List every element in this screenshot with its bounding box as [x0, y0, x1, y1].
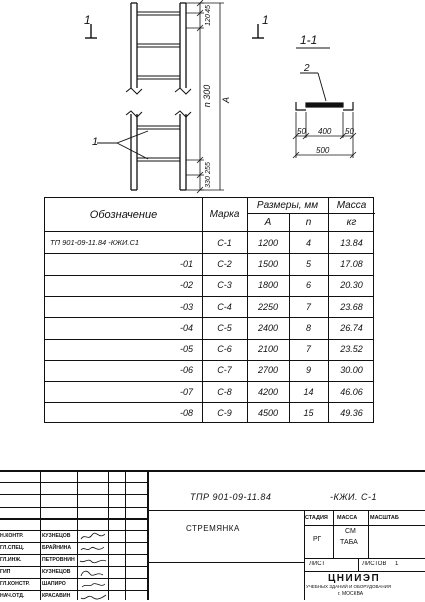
title-block — [0, 470, 425, 600]
cell-a: 1800 — [257, 280, 279, 291]
staff-role: ГЛ.КОНСТР. — [0, 581, 30, 587]
mass-label: МАССА — [337, 515, 358, 521]
cell-n: 7 — [305, 344, 311, 355]
section-1-1-profile — [296, 102, 353, 110]
callout-1: 1 — [92, 136, 99, 148]
cell-a: 1200 — [257, 237, 279, 248]
item-name: СТРЕМЯНКА — [186, 524, 240, 533]
section-title: 1-1 — [300, 33, 318, 47]
staff-signature — [79, 556, 107, 565]
cell-n: 6 — [305, 280, 311, 291]
break-line-bottom — [126, 111, 191, 117]
callout-2-leader — [300, 73, 326, 101]
scale-label: МАСШТАБ — [370, 515, 399, 521]
mass-value-1: СМ — [345, 528, 356, 535]
cell-mass: 23.68 — [340, 301, 363, 312]
dimensions-table — [44, 197, 374, 423]
sheets-label: ЛИСТОВ — [362, 561, 387, 567]
cell-mark: С-8 — [217, 386, 232, 397]
sheet-label: ЛИСТ — [309, 561, 326, 567]
ladder-right-rail — [180, 3, 186, 190]
callout-2: 2 — [304, 63, 310, 74]
header-mass: Масса — [336, 200, 367, 211]
dim-sec-mid: 400 — [318, 127, 332, 136]
staff-signature — [79, 580, 107, 589]
dim-sec-left: 50 — [297, 127, 306, 136]
section-marker-right-label: 1 — [262, 13, 269, 27]
cell-mass: 17.08 — [340, 258, 363, 269]
cell-mass: 13.84 — [340, 237, 363, 248]
cell-mass: 46.06 — [340, 386, 363, 397]
cell-a: 4500 — [257, 408, 279, 419]
cell-n: 5 — [305, 258, 311, 269]
doc-suffix: -КЖИ. С-1 — [330, 492, 377, 502]
cell-n: 7 — [305, 301, 311, 312]
staff-role: ГЛ.СПЕЦ. — [0, 545, 25, 551]
sheets-value: 1 — [395, 561, 399, 567]
cell-n: 14 — [303, 386, 314, 397]
cell-n: 4 — [305, 237, 311, 248]
cell-a: 4200 — [257, 386, 279, 397]
break-line-top — [126, 88, 191, 94]
ladder-rungs — [137, 12, 180, 161]
stage-value: РГ — [313, 536, 322, 543]
cell-mark: С-3 — [217, 280, 232, 291]
cell-mark: С-9 — [217, 408, 232, 419]
cell-designation: -02 — [179, 280, 193, 291]
dim-middle-a: A — [221, 96, 231, 104]
dim-sec-total: 500 — [316, 146, 330, 155]
staff-signature — [79, 544, 107, 553]
staff-role: НАЧ.ОТД. — [0, 593, 25, 599]
staff-role: ГИП — [0, 569, 11, 575]
cell-designation: -03 — [179, 301, 193, 312]
ladder-left-rail — [131, 3, 137, 190]
staff-role: ГЛ.ИНЖ. — [0, 557, 22, 563]
dim-sec-right: 50 — [345, 127, 354, 136]
cell-mass: 30.00 — [340, 365, 363, 376]
cell-designation: -08 — [179, 408, 193, 419]
cell-n: 9 — [305, 365, 311, 376]
doc-code: ТПР 901-09-11.84 — [190, 492, 272, 502]
cell-n: 15 — [303, 408, 314, 419]
header-size-a: A — [264, 216, 272, 228]
cell-designation: -01 — [179, 258, 193, 269]
cell-mark: С-7 — [217, 365, 232, 376]
dim-bottom-1: 255 — [205, 162, 212, 174]
cell-designation: -04 — [179, 322, 193, 333]
staff-signature — [79, 568, 107, 577]
cell-mark: С-6 — [217, 344, 232, 355]
cell-mark: С-1 — [217, 237, 232, 248]
cell-designation: -06 — [179, 365, 193, 376]
dim-top-2: 120 — [205, 14, 212, 26]
cell-a: 2100 — [257, 344, 279, 355]
cell-designation: -07 — [179, 386, 193, 397]
header-size-n: n — [305, 216, 312, 228]
org-sub-2: г. МОСКВА — [338, 591, 364, 597]
cell-n: 8 — [305, 322, 311, 333]
staff-name: КУЗНЕЦОВ — [42, 533, 71, 539]
ladder-drawing — [0, 0, 425, 196]
header-mark: Марка — [209, 209, 240, 220]
org-name: ЦНИИЭП — [328, 573, 381, 584]
cell-mass: 23.52 — [340, 344, 363, 355]
cell-mass: 26.74 — [340, 322, 363, 333]
cell-designation: -05 — [179, 344, 193, 355]
cell-a: 1500 — [257, 258, 279, 269]
staff-role: Н.КОНТР. — [0, 533, 24, 539]
cell-mass: 49.36 — [340, 408, 363, 419]
dim-bottom-2: 330 — [205, 176, 212, 188]
header-sizes: Размеры, мм — [256, 200, 319, 211]
callout-1-leaders — [97, 131, 148, 159]
staff-name: ШАПИРО — [42, 581, 66, 587]
header-designation: Обозначение — [89, 208, 158, 221]
staff-signature — [79, 532, 107, 541]
staff-name: КРАСАВИН — [42, 593, 71, 599]
cell-a: 2250 — [257, 301, 279, 312]
cell-mark: С-2 — [217, 258, 232, 269]
header-mass-unit: кг — [346, 216, 357, 228]
staff-name: БРАЙНИНА — [42, 545, 72, 551]
cell-mark: С-4 — [217, 301, 232, 312]
dim-top-1: 45 — [205, 5, 212, 13]
mass-value-2: ТАБА — [340, 539, 358, 546]
cell-a: 2700 — [257, 365, 279, 376]
stage-label: СТАДИЯ — [305, 515, 328, 521]
staff-name: ПЕТРОВНИН — [42, 557, 75, 563]
cell-designation: ТП 901-09-11.84 -КЖИ.С1 — [50, 238, 140, 248]
staff-name: КУЗНЕЦОВ — [42, 569, 71, 575]
cell-mass: 20.30 — [340, 280, 363, 291]
dim-middle: n 300 — [202, 84, 212, 108]
cell-mark: С-5 — [217, 322, 232, 333]
org-sub-1: УЧЕБНЫХ ЗДАНИЙ И ОБОРУДОВАНИЯ — [306, 584, 392, 589]
section-marker-left-label: 1 — [84, 13, 91, 27]
cell-a: 2400 — [257, 322, 279, 333]
